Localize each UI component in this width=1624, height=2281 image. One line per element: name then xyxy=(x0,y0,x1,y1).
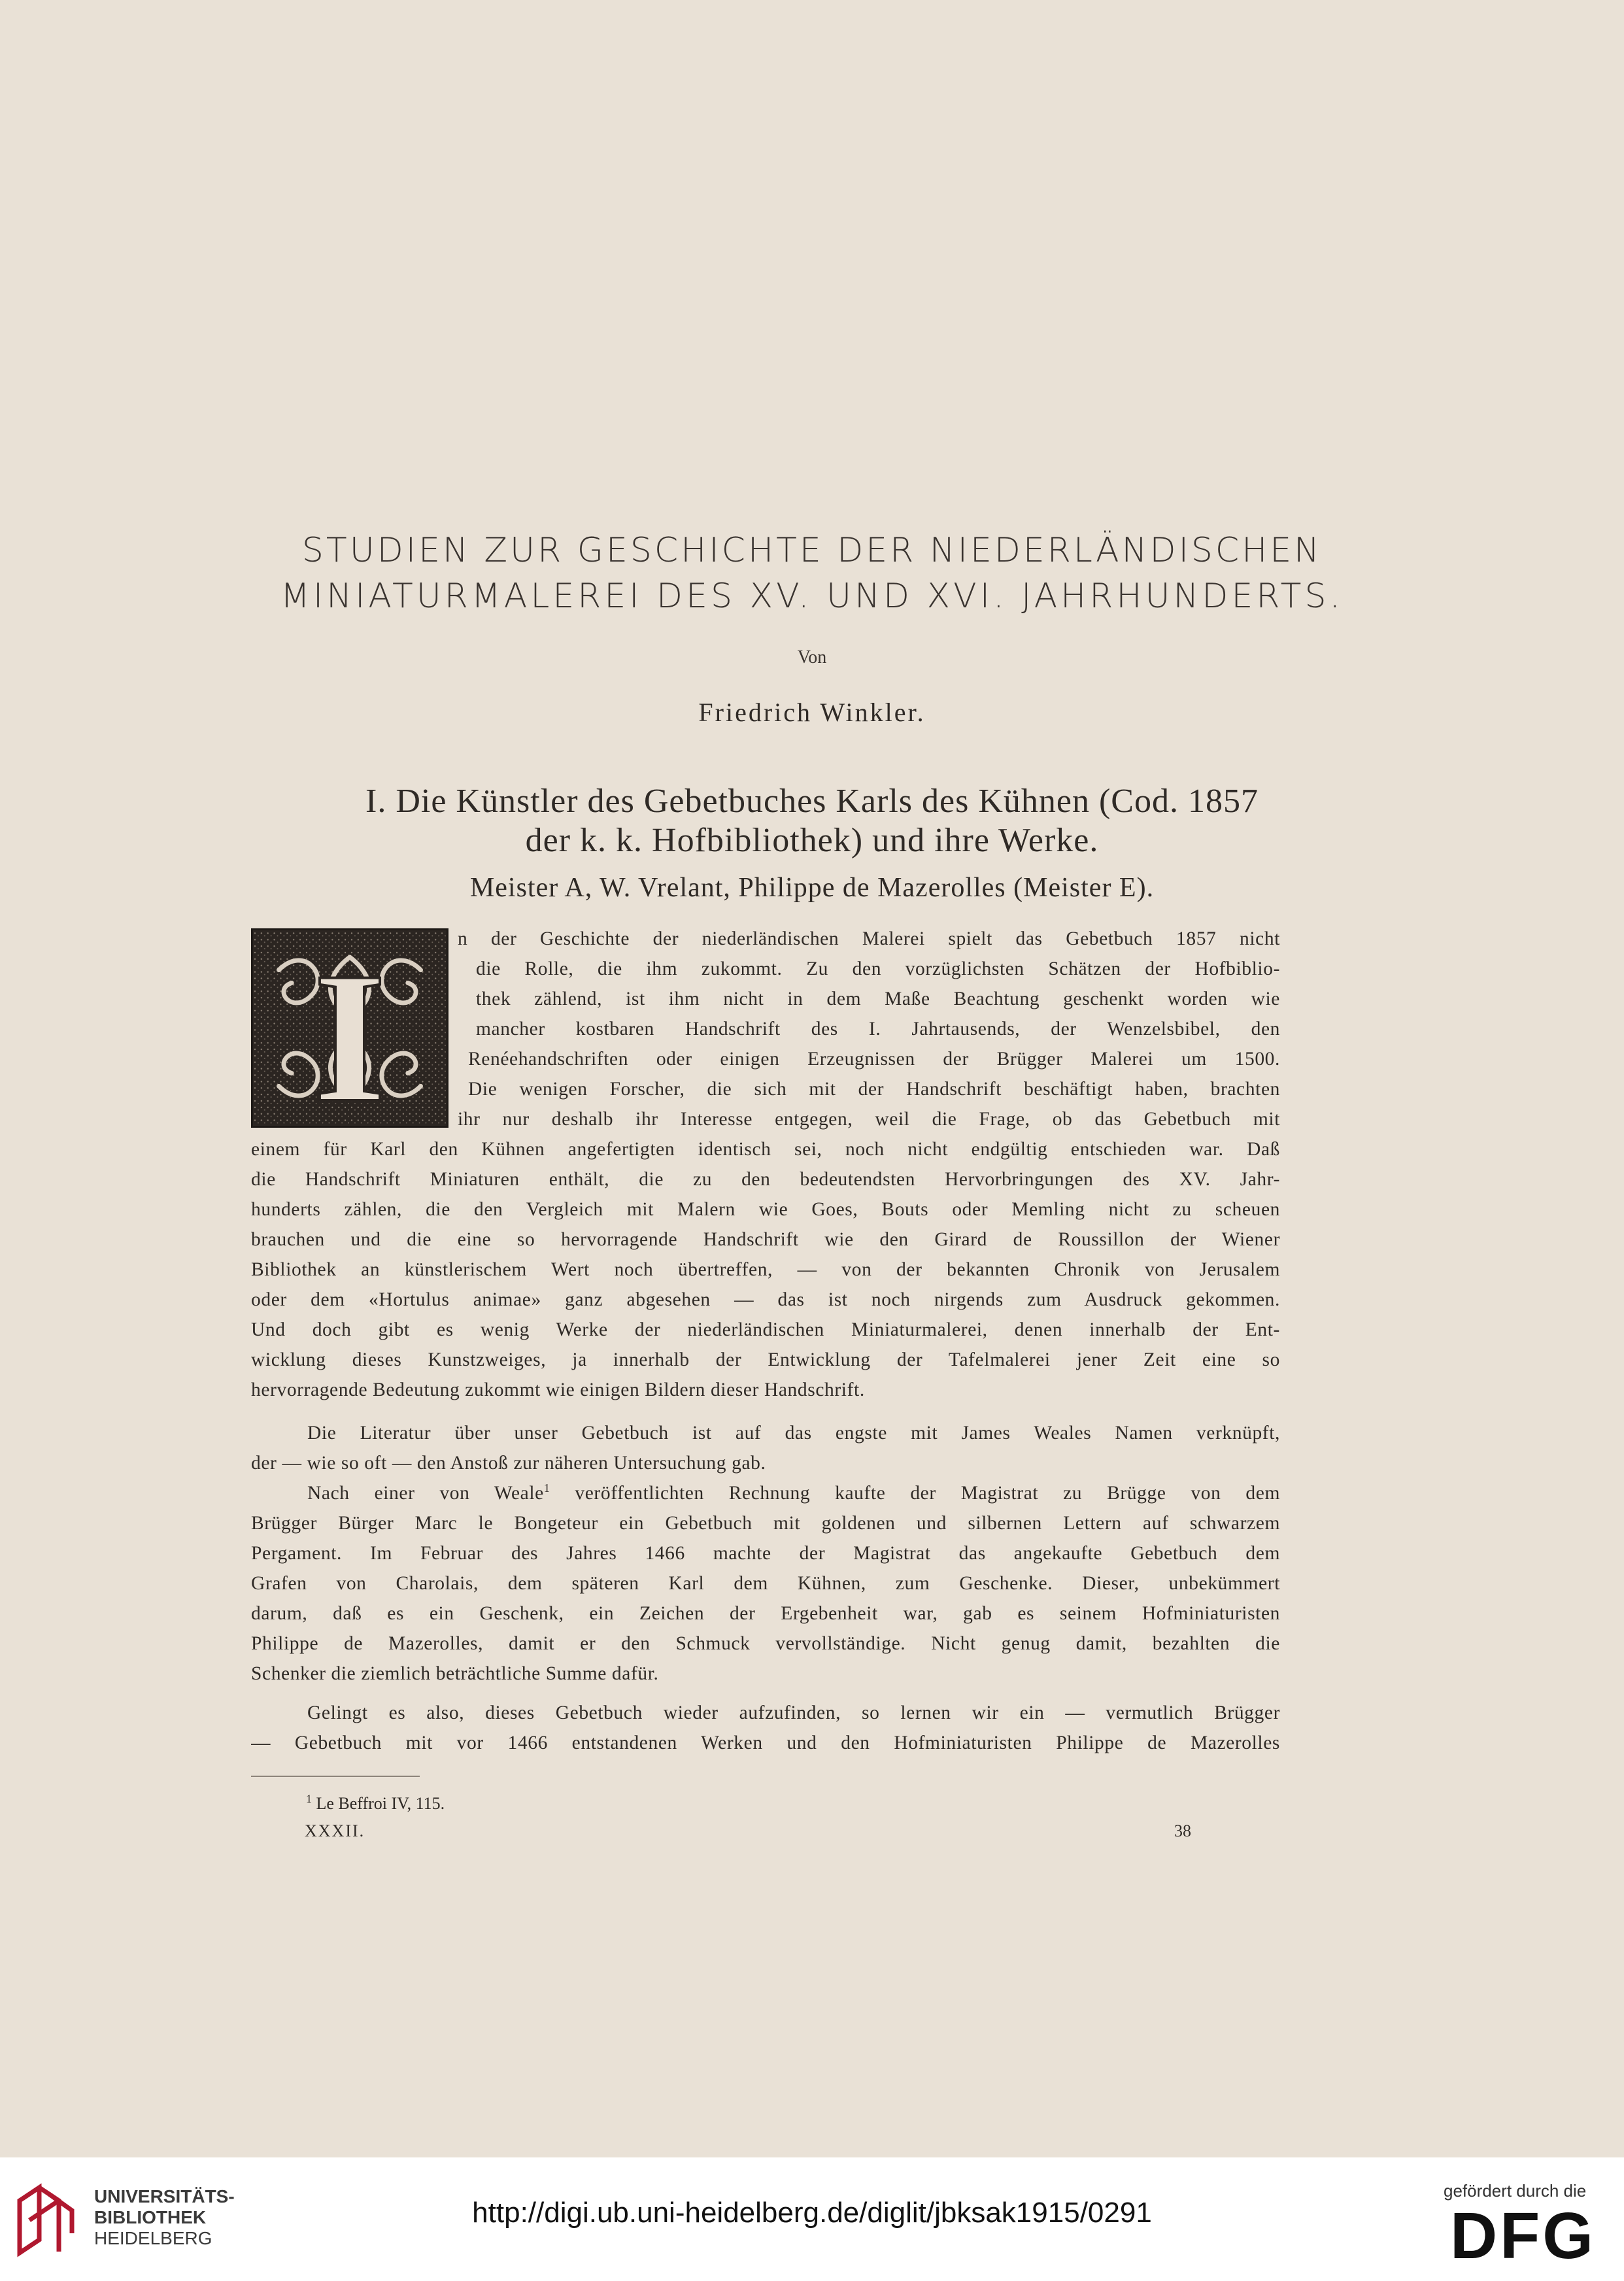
footnote-marker: 1 xyxy=(306,1792,312,1806)
footnote-text: Le Beffroi IV, 115. xyxy=(312,1794,445,1813)
body-line: Gelingt es also, dieses Gebetbuch wieder aufzufinden, so lernen wir ein — vermutlich Brügger xyxy=(307,1702,1280,1723)
subsection-heading: Meister A, W. Vrelant, Philippe de Mazerolles (Meister E). xyxy=(469,873,1155,903)
main-title-line-2: MINIATURMALEREI DES XV. UND XVI. JAHRHUNDERTS. xyxy=(280,577,1344,616)
body-line: Philippe de Mazerolles, damit er den Schmuck vervollständige. Nicht genug damit, bezahlten die xyxy=(251,1633,1280,1654)
initial-letter-glyph: I xyxy=(313,934,386,1126)
permalink-url[interactable]: http://digi.ub.uni-heidelberg.de/diglit/jbksak1915/0291 xyxy=(472,2197,1152,2229)
section-heading-line-2: der k. k. Hofbibliothek) und ihre Werke. xyxy=(525,822,1099,859)
library-name-line-3: HEIDELBERG xyxy=(94,2228,212,2248)
byline: Von xyxy=(797,647,827,667)
body-line: n der Geschichte der niederländischen Malerei spielt das Gebetbuch 1857 nicht xyxy=(458,928,1280,949)
body-line: ihr nur deshalb ihr Interesse entgegen, weil die Frage, ob das Gebetbuch mit xyxy=(458,1109,1280,1130)
body-line: Die wenigen Forscher, die sich mit der Handschrift beschäftigt haben, brachten xyxy=(468,1079,1280,1100)
body-line: — Gebetbuch mit vor 1466 entstandenen Werken und den Hofminiaturisten Philippe de Mazerolles xyxy=(251,1732,1280,1753)
body-line: einem für Karl den Kühnen angefertigten identisch sei, noch nicht endgültig entschieden war. Daß xyxy=(251,1139,1280,1160)
footnote-divider xyxy=(251,1776,420,1777)
body-line: der — wie so oft — den Anstoß zur näheren Untersuchung gab. xyxy=(251,1453,766,1474)
funded-by-label: gefördert durch die xyxy=(1444,2181,1587,2201)
footnote xyxy=(306,1794,445,1814)
body-line-start: Nach einer von Weale xyxy=(307,1483,544,1504)
body-line: mancher kostbaren Handschrift des I. Jahrtausends, der Wenzelsbibel, den xyxy=(476,1019,1280,1039)
body-line: hervorragende Bedeutung zukommt wie einigen Bildern dieser Handschrift. xyxy=(251,1379,865,1400)
library-name-line-2: BIBLIOTHEK xyxy=(94,2207,207,2227)
body-line-with-footnote xyxy=(307,1478,1280,1508)
body-line: darum, daß es ein Geschenk, ein Zeichen der Ergebenheit war, gab es seinem Hofminiaturisten xyxy=(251,1603,1280,1624)
page-number: 38 xyxy=(1174,1821,1191,1840)
dfg-logo[interactable]: DFG xyxy=(1450,2199,1597,2273)
body-line: Bibliothek an künstlerischem Wert noch übertreffen, — von der bekannten Chronik von Jerusalem xyxy=(251,1259,1280,1280)
footnote-reference: 1 xyxy=(543,1481,550,1495)
decorated-initial-letter xyxy=(251,928,448,1128)
body-line: wicklung dieses Kunstzweiges, ja innerhalb der Entwicklung der Tafelmalerei jener Zeit eine so xyxy=(251,1349,1280,1370)
body-line: thek zählend, ist ihm nicht in dem Maße Beachtung geschenkt worden wie xyxy=(476,988,1280,1009)
library-name-line-1: UNIVERSITÄTS- xyxy=(94,2186,235,2206)
body-line: Die Literatur über unser Gebetbuch ist auf das engste mit James Weales Namen verknüpft, xyxy=(307,1423,1280,1444)
body-line: die Handschrift Miniaturen enthält, die zu den bedeutendsten Hervorbringungen des XV. Jahr- xyxy=(251,1169,1280,1190)
body-line: Renéehandschriften oder einigen Erzeugnissen der Brügger Malerei um 1500. xyxy=(468,1049,1280,1070)
body-line: Schenker die ziemlich beträchtliche Summe dafür. xyxy=(251,1663,659,1684)
body-line: hunderts zählen, die den Vergleich mit Malern wie Goes, Bouts oder Memling nicht zu scheuen xyxy=(251,1199,1280,1220)
body-line: Brügger Bürger Marc le Bongeteur ein Gebetbuch mit goldenen und silbernen Lettern auf schwarzem xyxy=(251,1513,1280,1534)
main-title-line-1: STUDIEN ZUR GESCHICHTE DER NIEDERLÄNDISCHEN xyxy=(301,531,1323,570)
viewer-footer xyxy=(0,2157,1624,2281)
signature-mark: XXXII. xyxy=(305,1821,365,1840)
body-line: brauchen und die eine so hervorragende Handschrift wie den Girard de Roussillon der Wiener xyxy=(251,1229,1280,1250)
body-line-end: veröffentlichten Rechnung kaufte der Magistrat zu Brügge von dem xyxy=(550,1483,1280,1504)
body-line: Grafen von Charolais, dem späteren Karl dem Kühnen, zum Geschenke. Dieser, unbekümmert xyxy=(251,1573,1280,1594)
body-line: oder dem «Hortulus animae» ganz abgesehen — das ist noch nirgends zum Ausdruck gekommen. xyxy=(251,1289,1280,1310)
body-line: Pergament. Im Februar des Jahres 1466 machte der Magistrat das angekaufte Gebetbuch dem xyxy=(251,1543,1280,1564)
section-heading-line-1: I. Die Künstler des Gebetbuches Karls des Kühnen (Cod. 1857 xyxy=(365,783,1259,820)
author-name: Friedrich Winkler. xyxy=(698,698,926,727)
body-line: Und doch gibt es wenig Werke der niederländischen Miniaturmalerei, denen innerhalb der Ent- xyxy=(251,1319,1280,1340)
body-line: die Rolle, die ihm zukommt. Zu den vorzüglichsten Schätzen der Hofbiblio- xyxy=(476,958,1280,979)
